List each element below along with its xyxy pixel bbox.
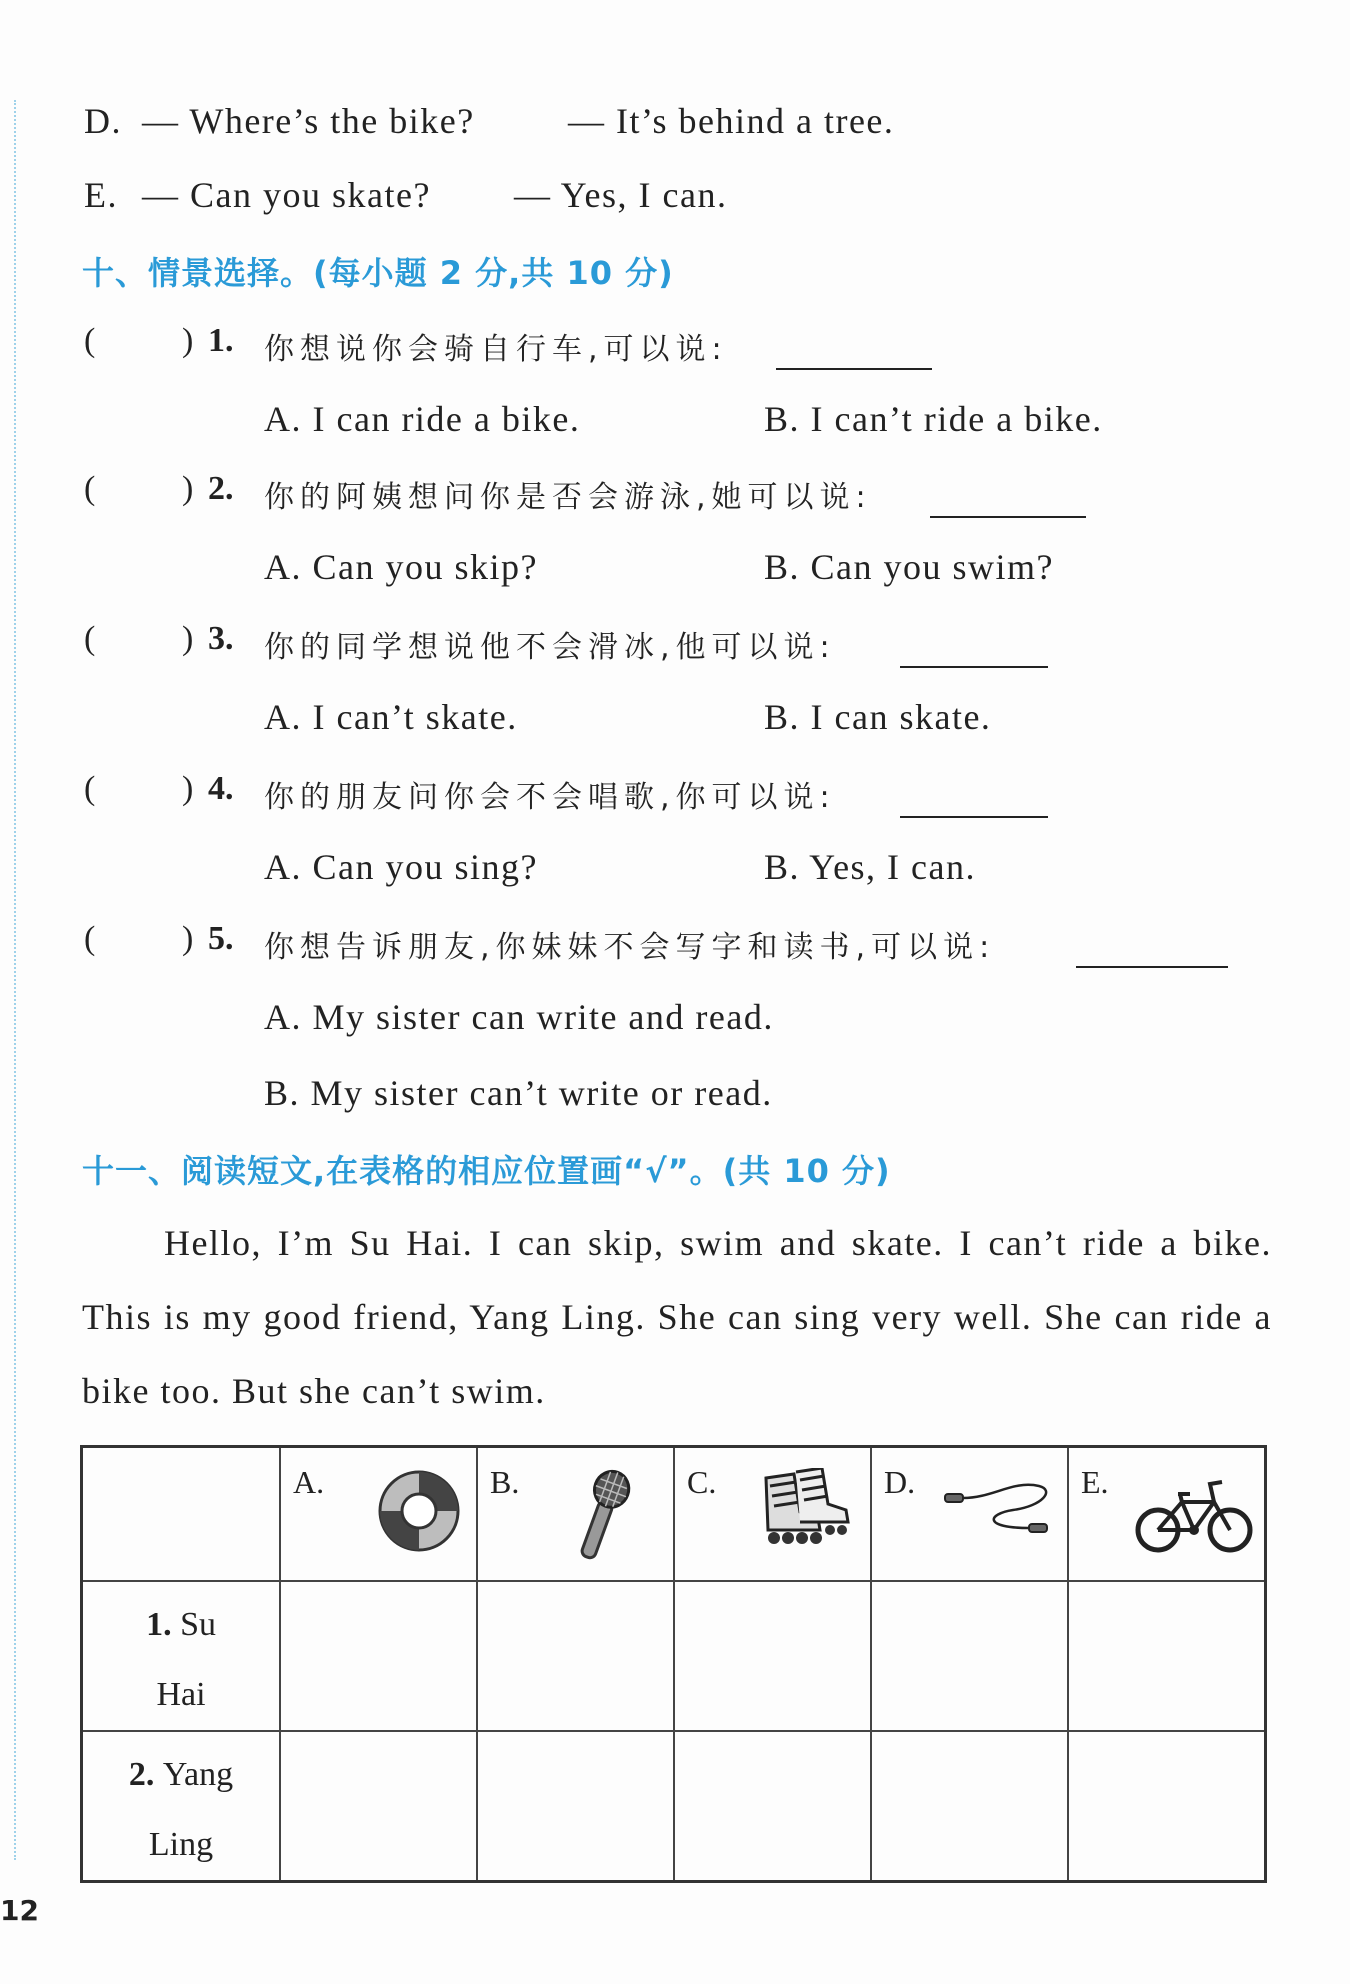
answer-cell-yang-ling-b[interactable]	[477, 1731, 674, 1882]
question-number-4: 4.	[208, 770, 234, 807]
answer-cell-su-hai-c[interactable]	[674, 1581, 871, 1731]
table-corner-cell	[82, 1447, 281, 1581]
swim-ring-icon	[376, 1468, 462, 1558]
answer-paren-close-5: )	[182, 920, 194, 957]
column-header-a	[280, 1447, 477, 1581]
skipping-rope-icon	[943, 1476, 1053, 1550]
answer-cell-su-hai-d[interactable]	[871, 1581, 1068, 1731]
answer-blank-5[interactable]	[1076, 964, 1228, 968]
row-label-su-hai	[82, 1581, 281, 1731]
prev-item-e-answer: — Yes, I can.	[514, 175, 728, 215]
question-number-3: 3.	[208, 620, 234, 657]
question-2-option-a: A. Can you skip?	[264, 547, 538, 587]
question-number-1: 1.	[208, 322, 234, 359]
question-2-option-b: B. Can you swim?	[764, 547, 1054, 587]
column-header-d	[871, 1447, 1068, 1581]
question-5-option-b: B. My sister can’t write or read.	[264, 1073, 773, 1113]
prev-item-d-letter: D.	[84, 101, 122, 141]
answer-paren-open-4: (	[84, 770, 96, 807]
prev-item-e-letter: E.	[84, 175, 118, 215]
microphone-icon	[573, 1468, 633, 1568]
answer-paren-close-2: )	[182, 470, 194, 507]
row-number-2: 2.	[128, 1755, 155, 1793]
answer-paren-close-1: )	[182, 322, 194, 359]
row-number-1: 1.	[146, 1605, 172, 1643]
column-letter-c: C.	[687, 1464, 717, 1500]
question-3-option-b: B. I can skate.	[764, 697, 992, 737]
question-5-option-a: A. My sister can write and read.	[264, 997, 774, 1037]
row-name-2-second: Ling	[148, 1825, 214, 1863]
answer-cell-yang-ling-a[interactable]	[280, 1731, 477, 1882]
reading-passage	[82, 1206, 1272, 1428]
question-text-4: 你的朋友问你会不会唱歌,你可以说:	[264, 780, 836, 815]
answer-cell-su-hai-a[interactable]	[280, 1581, 477, 1731]
answer-blank-3[interactable]	[900, 664, 1048, 668]
answer-cell-yang-ling-e[interactable]	[1068, 1731, 1266, 1882]
column-letter-a: A.	[293, 1464, 325, 1500]
margin-dotted-line	[14, 100, 16, 1860]
prev-item-d-question: — Where’s the bike?	[142, 101, 475, 141]
question-text-5: 你想告诉朋友,你妹妹不会写字和读书,可以说:	[264, 930, 996, 965]
question-text-1: 你想说你会骑自行车,可以说:	[264, 332, 728, 367]
answer-paren-close-4: )	[182, 770, 194, 807]
column-header-b	[477, 1447, 674, 1581]
question-1-option-b: B. I can’t ride a bike.	[764, 399, 1103, 439]
row-name-2-first: Yang	[162, 1755, 234, 1793]
reading-passage-text: Hello, I’m Su Hai. I can skip, swim and skate. I can’t ride a bike. This is my good friend, Yang Ling. She can sing very well. She can ride a bike too. But she can’t swim.	[82, 1223, 1272, 1411]
section-11-title: 十一、阅读短文,在表格的相应位置画“√”。(共 10 分)	[82, 1152, 891, 1190]
question-1-option-a: A. I can ride a bike.	[264, 399, 581, 439]
column-letter-b: B.	[490, 1464, 520, 1500]
column-letter-d: D.	[884, 1464, 916, 1500]
bicycle-icon	[1134, 1472, 1254, 1560]
page-number: 12	[0, 1894, 39, 1927]
question-4-option-b: B. Yes, I can.	[764, 847, 977, 887]
answer-paren-open-5: (	[84, 920, 96, 957]
column-header-c	[674, 1447, 871, 1581]
answer-blank-4[interactable]	[900, 814, 1048, 818]
column-header-e	[1068, 1447, 1266, 1581]
row-name-1-first: Su	[180, 1605, 216, 1643]
answer-blank-1[interactable]	[776, 366, 932, 370]
answer-table	[80, 1445, 1267, 1883]
prev-item-e-question: — Can you skate?	[142, 175, 431, 215]
answer-paren-open-1: (	[84, 322, 96, 359]
answer-paren-close-3: )	[182, 620, 194, 657]
answer-paren-open-3: (	[84, 620, 96, 657]
section-10-title: 十、情景选择。(每小题 2 分,共 10 分)	[82, 254, 674, 292]
prev-item-d-answer: — It’s behind a tree.	[568, 101, 895, 141]
row-name-1-second: Hai	[156, 1675, 206, 1713]
column-letter-e: E.	[1080, 1464, 1109, 1500]
answer-paren-open-2: (	[84, 470, 96, 507]
answer-cell-su-hai-b[interactable]	[477, 1581, 674, 1731]
answer-cell-su-hai-e[interactable]	[1068, 1581, 1266, 1731]
answer-cell-yang-ling-c[interactable]	[674, 1731, 871, 1882]
question-text-2: 你的阿姨想问你是否会游泳,她可以说:	[264, 480, 872, 515]
question-number-5: 5.	[208, 920, 234, 957]
question-3-option-a: A. I can’t skate.	[264, 697, 518, 737]
row-label-yang-ling	[82, 1731, 281, 1882]
roller-skates-icon	[756, 1468, 856, 1552]
answer-blank-2[interactable]	[930, 514, 1086, 518]
question-number-2: 2.	[208, 470, 234, 507]
question-text-3: 你的同学想说他不会滑冰,他可以说:	[264, 630, 836, 665]
answer-cell-yang-ling-d[interactable]	[871, 1731, 1068, 1882]
question-4-option-a: A. Can you sing?	[264, 847, 538, 887]
